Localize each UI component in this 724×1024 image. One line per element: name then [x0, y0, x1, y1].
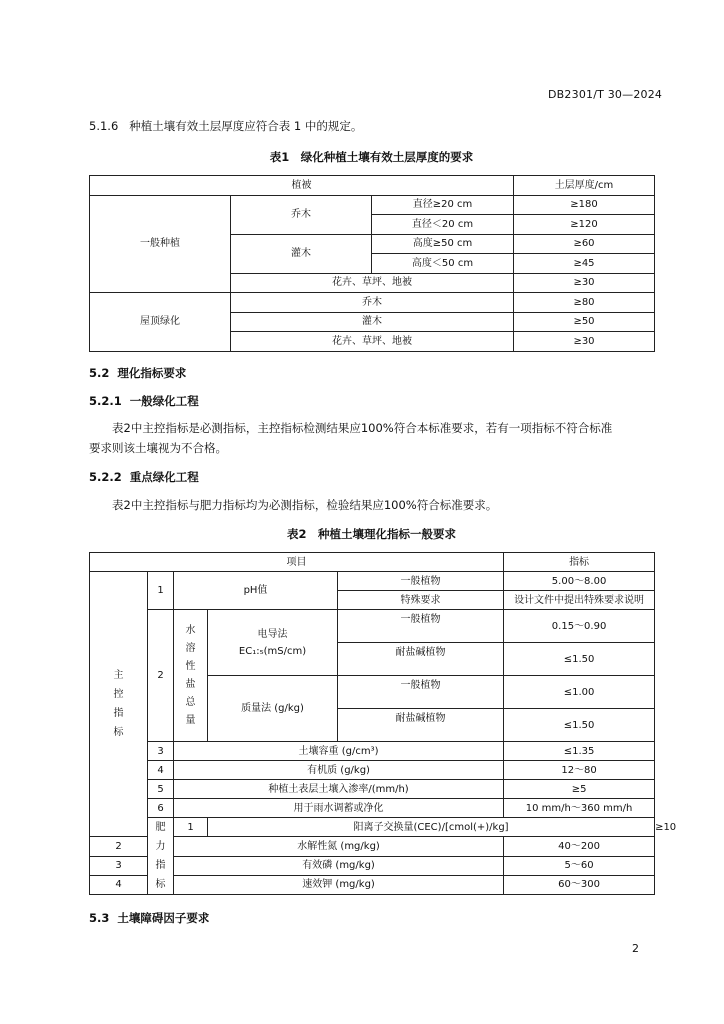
- label-char: 盐: [185, 678, 196, 690]
- section-number: 5.2.1: [89, 394, 122, 408]
- clause-number: 5.1.6: [89, 119, 119, 133]
- table-row: [90, 761, 655, 780]
- table-cell: 土壤容重 (g/cm³): [174, 742, 504, 761]
- table-row: [90, 837, 655, 856]
- table-cell: pH值: [174, 572, 338, 610]
- table-cell: 速效钾 (mg/kg): [174, 875, 504, 894]
- table-row: [90, 293, 655, 313]
- table-cell: 乔木: [231, 195, 372, 234]
- table-cell: ≥80: [514, 293, 655, 313]
- table-cell: 花卉、草坪、地被: [231, 332, 514, 352]
- section-5-2-1: [89, 393, 199, 409]
- group-char: 标: [113, 727, 124, 739]
- table2-soil-properties: [89, 552, 677, 895]
- table-cell: 乔木: [231, 293, 514, 313]
- label-char: 总: [185, 696, 196, 708]
- group-char: 主: [113, 670, 124, 682]
- table-row: [90, 553, 655, 572]
- table-cell: 特殊要求: [338, 591, 504, 610]
- clause-text: 种植土壤有效土层厚度应符合表 1 中的规定。: [129, 119, 363, 133]
- table-cell: 花卉、草坪、地被: [231, 273, 514, 293]
- table-cell: 1: [174, 818, 208, 837]
- table-cell: 高度≥50 cm: [372, 234, 514, 254]
- table-cell: 5～60: [504, 856, 655, 875]
- group-char: 指: [155, 860, 166, 871]
- table-cell: ≤1.50: [504, 709, 655, 742]
- table-cell: 10 mm/h～360 mm/h: [504, 799, 655, 818]
- clause-5-1-6: [89, 118, 362, 134]
- page-number: 2: [632, 942, 639, 955]
- table-header-cell: 项目: [90, 553, 504, 572]
- table-header-cell: 指标: [504, 553, 655, 572]
- group-char: 肥: [155, 822, 166, 833]
- table-row: 肥 力 指 标 1 阳离子交换量(CEC)/[cmol(+)/kg] ≥10: [90, 818, 655, 837]
- table-header-cell: 土层厚度/cm: [514, 176, 655, 196]
- section-number: 5.2: [89, 366, 110, 380]
- main-control-group-label: [90, 572, 148, 837]
- table-cell: 耐盐碱植物: [338, 643, 504, 676]
- method-unit: EC₁:₅(mS/cm): [238, 645, 307, 657]
- table2-caption: 表2 种植土壤理化指标一般要求: [287, 527, 456, 541]
- table-cell: 一般植物: [338, 610, 504, 643]
- table-cell: 水解性氮 (mg/kg): [174, 837, 504, 856]
- table-cell: ≥50: [514, 312, 655, 332]
- table-cell: 3: [148, 742, 174, 761]
- section-5-2: [89, 365, 186, 381]
- table-cell: 4: [148, 761, 174, 780]
- group-char: 标: [155, 879, 166, 890]
- section-5-3: [89, 910, 209, 926]
- table-row: [90, 195, 655, 215]
- label-char: 量: [185, 714, 196, 726]
- table-cell: 屋顶绿化: [90, 293, 231, 352]
- table1-soil-depth: [89, 175, 655, 352]
- section-number: 5.3: [89, 911, 110, 925]
- table-row: [90, 572, 655, 591]
- table-header-cell: 植被: [90, 176, 514, 196]
- table-row: [90, 799, 655, 818]
- table-row: [90, 875, 655, 894]
- table-cell: 直径＜20 cm: [372, 215, 514, 235]
- paragraph: 表2中主控指标是必测指标，主控指标检测结果应100%符合本标准要求，若有一项指标不符合标准: [112, 421, 613, 435]
- table-cell: 阳离子交换量(CEC)/[cmol(+)/kg]: [208, 818, 655, 837]
- table-cell: ≥30: [514, 332, 655, 352]
- table-cell: 5.00～8.00: [504, 572, 655, 591]
- paragraph: 表2中主控指标与肥力指标均为必测指标，检验结果应100%符合标准要求。: [112, 498, 498, 512]
- table-cell: 高度＜50 cm: [372, 254, 514, 274]
- section-title: 一般绿化工程: [129, 394, 199, 408]
- section-title: 重点绿化工程: [129, 470, 199, 484]
- group-char: 控: [113, 689, 124, 701]
- table-cell: ≥120: [514, 215, 655, 235]
- table-cell: 设计文件中提出特殊要求说明: [504, 591, 655, 610]
- table-cell: 40～200: [504, 837, 655, 856]
- table-cell: ≥180: [514, 195, 655, 215]
- table-cell: 3: [90, 856, 148, 875]
- table-cell: ≥60: [514, 234, 655, 254]
- table-cell: 灌木: [231, 234, 372, 273]
- group-char: 指: [113, 708, 124, 720]
- section-title: 土壤障碍因子要求: [117, 911, 210, 925]
- table-cell: 耐盐碱植物: [338, 709, 504, 742]
- table-cell: 质量法 (g/kg): [208, 676, 338, 742]
- table-cell: ≥45: [514, 254, 655, 274]
- table-cell: 灌木: [231, 312, 514, 332]
- table-row: [90, 176, 655, 196]
- table-cell: 6: [148, 799, 174, 818]
- table-cell: 12～80: [504, 761, 655, 780]
- table-cell: [208, 610, 338, 676]
- label-char: 性: [185, 660, 196, 672]
- fertility-group-label: [148, 818, 174, 895]
- table-row: [90, 856, 655, 875]
- table-row: [90, 780, 655, 799]
- section-number: 5.2.2: [89, 470, 122, 484]
- table-cell: 直径≥20 cm: [372, 195, 514, 215]
- table-cell: 5: [148, 780, 174, 799]
- table-cell: 2: [148, 610, 174, 742]
- table-cell: ≥5: [504, 780, 655, 799]
- group-char: 力: [155, 841, 166, 852]
- table-cell: 60～300: [504, 875, 655, 894]
- table-cell: ≤1.00: [504, 676, 655, 709]
- salt-label: [174, 610, 208, 742]
- table-cell: 0.15～0.90: [504, 610, 655, 643]
- section-title: 理化指标要求: [117, 366, 187, 380]
- paragraph: 要求则该土壤视为不合格。: [89, 441, 227, 455]
- standard-number: DB2301/T 30—2024: [548, 88, 663, 101]
- table-cell: 用于雨水调蓄或净化: [174, 799, 504, 818]
- table-cell: 1: [148, 572, 174, 610]
- label-char: 溶: [185, 642, 196, 654]
- method-name: 电导法: [257, 628, 288, 640]
- table-cell: ≥30: [514, 273, 655, 293]
- table-cell: 有机质 (g/kg): [174, 761, 504, 780]
- table-cell: 有效磷 (mg/kg): [174, 856, 504, 875]
- table-cell: 一般植物: [338, 572, 504, 591]
- table-cell: 种植土表层土壤入渗率/(mm/h): [174, 780, 504, 799]
- table-cell: ≤1.35: [504, 742, 655, 761]
- table-cell: ≤1.50: [504, 643, 655, 676]
- table-cell: 一般种植: [90, 195, 231, 293]
- section-5-2-2: [89, 469, 199, 485]
- table-cell: 4: [90, 875, 148, 894]
- label-char: 水: [185, 624, 196, 636]
- table-row: [90, 610, 655, 643]
- table-cell: 2: [90, 837, 148, 856]
- table1-caption: 表1 绿化种植土壤有效土层厚度的要求: [269, 150, 474, 164]
- table-row: [90, 742, 655, 761]
- table-cell: 一般植物: [338, 676, 504, 709]
